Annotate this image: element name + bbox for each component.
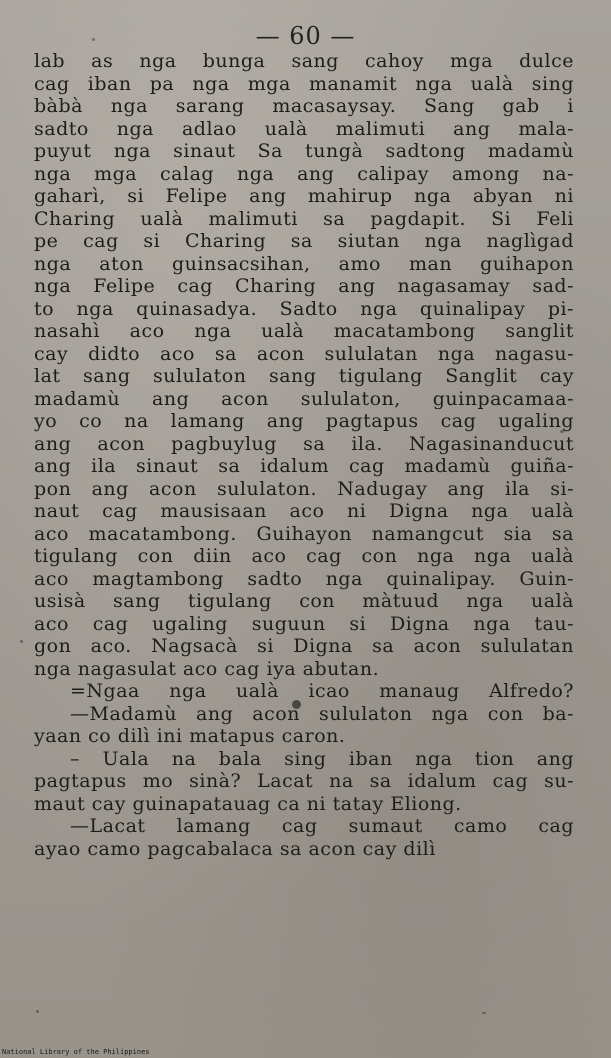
text-line: madamù ang acon sululaton, guinpacamaa- bbox=[34, 387, 574, 410]
text-line: —Lacat lamang cag sumaut camo cag bbox=[70, 815, 574, 837]
text-line: =Ngaa nga ualà icao manaug Alfredo? bbox=[70, 680, 574, 702]
text-line: nga mga calag nga ang calipay among na- bbox=[34, 162, 574, 185]
text-line: ang ila sinaut sa idalum cag madamù guiña- bbox=[34, 455, 574, 477]
text-line: tigulang con diin aco cag con nga nga ualà bbox=[34, 545, 574, 567]
text-line: aco macatambong. Guihayon namangcut sia sa bbox=[34, 522, 574, 545]
text-line: sadto nga adlao ualà malimuti ang mala- bbox=[34, 117, 574, 140]
text-line: – Uala na bala sing iban nga tion ang bbox=[70, 747, 574, 770]
text-line: ang acon pagbuylug sa ila. Nagasinanducut bbox=[34, 432, 574, 455]
text-line: pe cag si Charing sa siutan nga naglìgad bbox=[34, 230, 574, 252]
text-line: usisà sang tigulang con màtuud nga ualà bbox=[34, 590, 574, 612]
text-line: —Madamù ang acon sululaton nga con ba- bbox=[70, 702, 574, 725]
text-line: cay didto aco sa acon sululatan nga nagasu- bbox=[34, 342, 574, 365]
paper-speck bbox=[36, 1010, 39, 1013]
body-text bbox=[34, 50, 574, 860]
text-line: nga nagasulat aco cag iya abutan. bbox=[34, 657, 380, 680]
text-line: bàbà nga sarang macasaysay. Sang gab i bbox=[34, 95, 574, 117]
text-line: lab as nga bunga sang cahoy mga dulce bbox=[34, 50, 574, 72]
text-line: yo co na lamang ang pagtapus cag ugaling bbox=[34, 410, 574, 432]
paper-speck bbox=[482, 1012, 486, 1014]
text-line: lat sang sululaton sang tigulang Sanglit cay bbox=[34, 365, 574, 387]
text-line: naut cag mausisaan aco ni Digna nga ualà bbox=[34, 500, 574, 522]
text-line: gon aco. Nagsacà si Digna sa acon sululatan bbox=[34, 635, 574, 657]
text-line: nga Felipe cag Charing ang nagasamay sad- bbox=[34, 275, 574, 297]
text-line: nasahì aco nga ualà macatambong sanglit bbox=[34, 320, 574, 342]
text-line: aco magtambong sadto nga quinalipay. Guin- bbox=[34, 567, 574, 590]
text-line: Charing ualà malimuti sa pagdapit. Si Feli bbox=[34, 207, 574, 230]
text-line: aco cag ugaling suguun si Digna nga tau- bbox=[34, 612, 574, 635]
text-line: to nga quinasadya. Sadto nga quinalipay pi- bbox=[34, 297, 574, 320]
text-line: yaan co dilì ini matapus caron. bbox=[34, 725, 346, 747]
page-number: — 60 — bbox=[255, 22, 356, 50]
text-line: gaharì, si Felipe ang mahirup nga abyan ni bbox=[34, 185, 574, 207]
text-line: maut cay guinapatauag ca ni tatay Eliong. bbox=[34, 792, 462, 815]
text-line: pon ang acon sululaton. Nadugay ang ila si- bbox=[34, 477, 574, 500]
footer-credit: National Library of the Philippines bbox=[2, 1048, 150, 1056]
paper-speck bbox=[20, 640, 23, 643]
text-line: ayao camo pagcabalaca sa acon cay dilì bbox=[34, 837, 436, 860]
text-line: puyut nga sinaut Sa tungà sadtong madamù bbox=[34, 140, 574, 162]
text-line: cag iban pa nga mga manamit nga ualà sing bbox=[34, 72, 574, 95]
text-line: pagtapus mo sinà? Lacat na sa idalum cag su- bbox=[34, 770, 574, 792]
text-line: nga aton guinsacsihan, amo man guihapon bbox=[34, 252, 574, 275]
